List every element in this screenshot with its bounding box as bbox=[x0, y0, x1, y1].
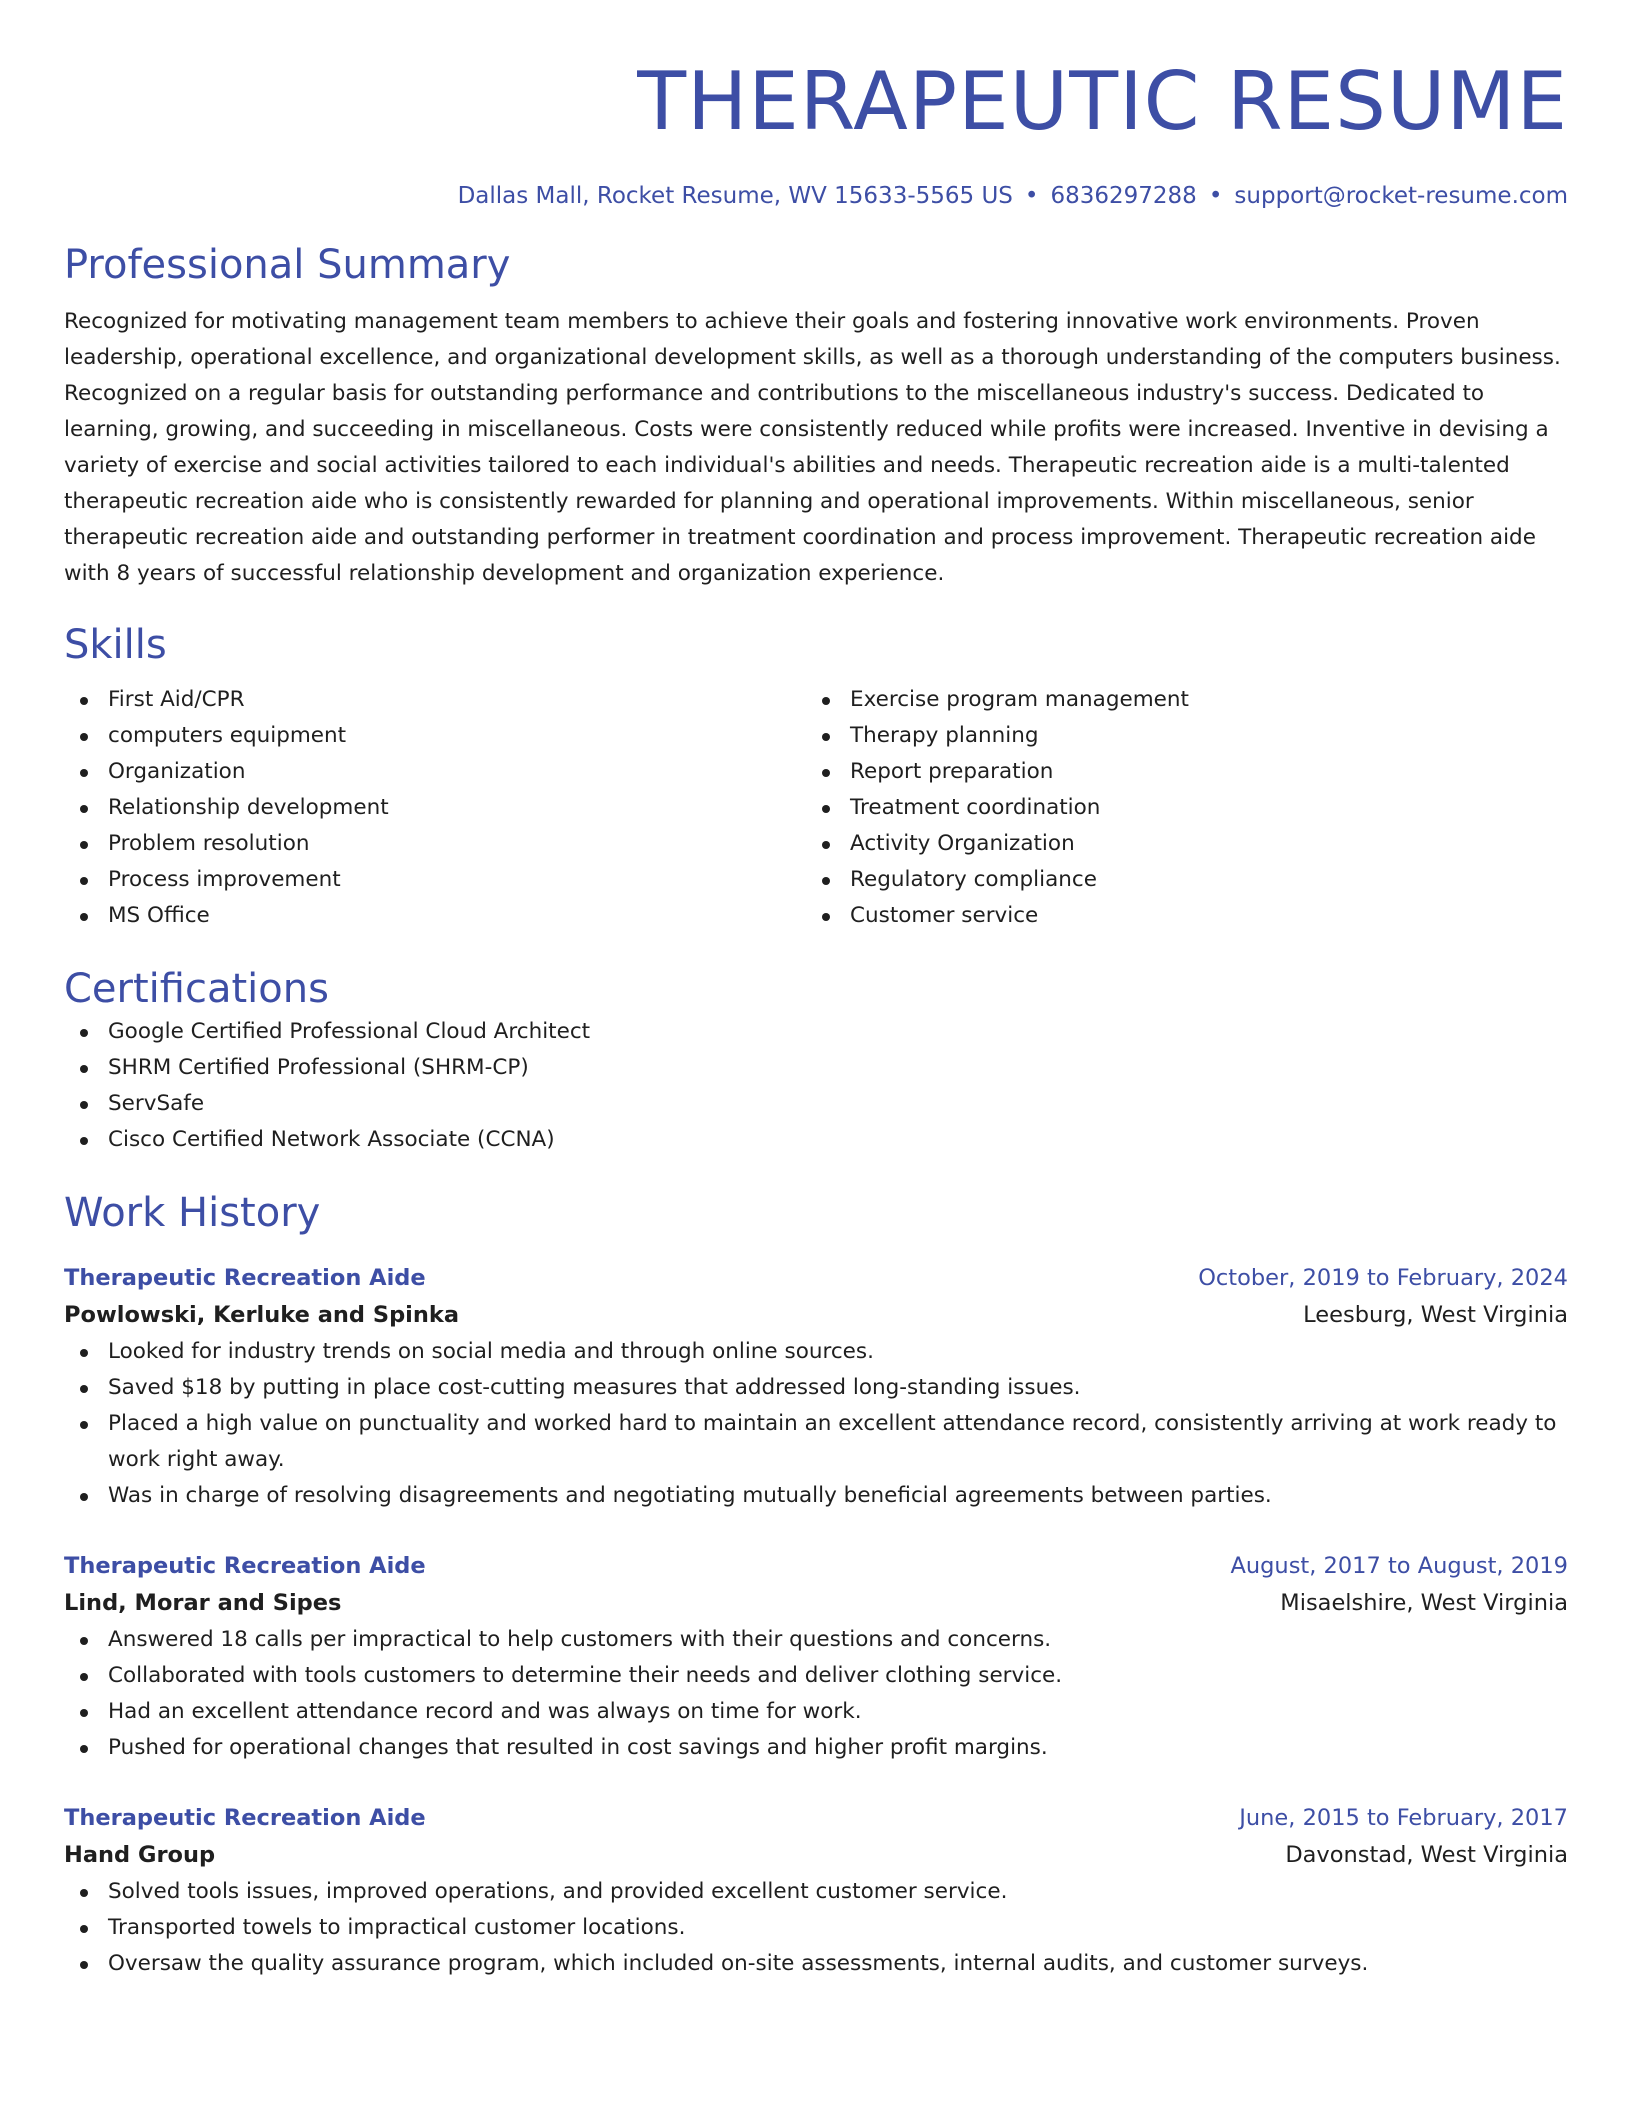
certification-item: Cisco Certified Network Associate (CCNA) bbox=[64, 1122, 1568, 1158]
skill-item: Customer service bbox=[806, 898, 1548, 934]
certification-item: Google Certified Professional Cloud Architect bbox=[64, 1014, 1568, 1050]
skill-item: Exercise program management bbox=[806, 682, 1548, 718]
skill-item: computers equipment bbox=[64, 718, 806, 754]
skill-item: First Aid/CPR bbox=[64, 682, 806, 718]
skills-columns bbox=[64, 682, 1568, 934]
job-title: Therapeutic Recreation Aide bbox=[64, 1805, 426, 1831]
job-bullet: Placed a high value on punctuality and worked hard to maintain an excellent attendance record, consistently arriving at work ready to work right away. bbox=[64, 1406, 1568, 1478]
job-entry bbox=[64, 1260, 1568, 1514]
contact-separator: • bbox=[1024, 183, 1039, 209]
summary-section bbox=[64, 240, 1568, 592]
skill-item: MS Office bbox=[64, 898, 806, 934]
job-bullet: Transported towels to impractical customer locations. bbox=[64, 1910, 1568, 1946]
job-employer-row bbox=[64, 1584, 1568, 1622]
job-location: Davonstad, West Virginia bbox=[1285, 1842, 1568, 1868]
job-entry bbox=[64, 1800, 1568, 1982]
summary-heading: Professional Summary bbox=[64, 242, 511, 288]
job-company: Lind, Morar and Sipes bbox=[64, 1590, 342, 1616]
job-bullet: Looked for industry trends on social media and through online sources. bbox=[64, 1334, 1568, 1370]
job-location: Misaelshire, West Virginia bbox=[1280, 1590, 1568, 1616]
skill-item: Therapy planning bbox=[806, 718, 1548, 754]
skill-item: Activity Organization bbox=[806, 826, 1548, 862]
skill-item: Relationship development bbox=[64, 790, 806, 826]
job-dates: October, 2019 to February, 2024 bbox=[1198, 1265, 1568, 1291]
skill-item: Process improvement bbox=[64, 862, 806, 898]
job-header-row bbox=[64, 1548, 1568, 1584]
skill-item: Report preparation bbox=[806, 754, 1548, 790]
job-bullet: Collaborated with tools customers to determine their needs and deliver clothing service. bbox=[64, 1658, 1568, 1694]
skill-item: Treatment coordination bbox=[806, 790, 1548, 826]
job-bullets bbox=[64, 1622, 1568, 1766]
contact-email[interactable]: support@rocket-resume.com bbox=[1234, 183, 1568, 209]
skills-list-left bbox=[64, 682, 806, 934]
job-bullet: Oversaw the quality assurance program, which included on-site assessments, internal audits, and customer surveys. bbox=[64, 1946, 1568, 1982]
contact-line bbox=[64, 180, 1568, 212]
resume-page bbox=[64, 0, 1568, 1982]
job-entry bbox=[64, 1548, 1568, 1766]
skill-item: Problem resolution bbox=[64, 826, 806, 862]
skill-item: Regulatory compliance bbox=[806, 862, 1548, 898]
certifications-list bbox=[64, 1014, 1568, 1158]
job-bullet: Had an excellent attendance record and was always on time for work. bbox=[64, 1694, 1568, 1730]
job-location: Leesburg, West Virginia bbox=[1303, 1302, 1568, 1328]
skills-heading: Skills bbox=[64, 622, 167, 668]
job-header-row bbox=[64, 1800, 1568, 1836]
work-history-heading: Work History bbox=[64, 1190, 321, 1236]
skills-section bbox=[64, 620, 1568, 934]
certification-item: ServSafe bbox=[64, 1086, 1568, 1122]
job-employer-row bbox=[64, 1296, 1568, 1334]
job-header-row bbox=[64, 1260, 1568, 1296]
certifications-heading: Certifications bbox=[64, 966, 329, 1012]
job-bullets bbox=[64, 1874, 1568, 1982]
job-bullet: Pushed for operational changes that resulted in cost savings and higher profit margins. bbox=[64, 1730, 1568, 1766]
job-bullet: Saved $18 by putting in place cost-cutting measures that addressed long-standing issues. bbox=[64, 1370, 1568, 1406]
job-bullet: Answered 18 calls per impractical to help customers with their questions and concerns. bbox=[64, 1622, 1568, 1658]
certification-item: SHRM Certified Professional (SHRM-CP) bbox=[64, 1050, 1568, 1086]
job-title: Therapeutic Recreation Aide bbox=[64, 1265, 426, 1291]
job-bullets bbox=[64, 1334, 1568, 1514]
job-dates: August, 2017 to August, 2019 bbox=[1230, 1553, 1568, 1579]
skill-item: Organization bbox=[64, 754, 806, 790]
certifications-section bbox=[64, 964, 1568, 1158]
job-employer-row bbox=[64, 1836, 1568, 1874]
job-company: Powlowski, Kerluke and Spinka bbox=[64, 1302, 460, 1328]
job-bullet: Solved tools issues, improved operations, and provided excellent customer service. bbox=[64, 1874, 1568, 1910]
work-history-section bbox=[64, 1188, 1568, 1982]
contact-address: Dallas Mall, Rocket Resume, WV 15633-5565 US bbox=[457, 183, 1013, 209]
contact-separator: • bbox=[1208, 183, 1223, 209]
job-title: Therapeutic Recreation Aide bbox=[64, 1553, 426, 1579]
job-company: Hand Group bbox=[64, 1842, 216, 1868]
job-bullet: Was in charge of resolving disagreements and negotiating mutually beneficial agreements between parties. bbox=[64, 1478, 1568, 1514]
job-dates: June, 2015 to February, 2017 bbox=[1239, 1805, 1568, 1831]
resume-title: THERAPEUTIC RESUME bbox=[637, 55, 1568, 148]
skills-list-right bbox=[806, 682, 1548, 934]
contact-phone: 6836297288 bbox=[1050, 183, 1197, 209]
summary-text: Recognized for motivating management team members to achieve their goals and fostering innovative work environments. Proven leadership, operational excellence, and organizational development skills, as well as a thorough understanding of the computers business. Recognized on a regular basis for outstanding performance and contributions to the miscellaneous industry's success. Dedicated to learning, growing, and succeeding in miscellaneous. Costs were consistently reduced while profits were increased. Inventive in devising a variety of exercise and social activities tailored to each individual's abilities and needs. Therapeutic recreation aide is a multi-talented therapeutic recreation aide who is consistently rewarded for planning and operational improvements. Within miscellaneous, senior therapeutic recreation aide and outstanding performer in treatment coordination and process improvement. Therapeutic recreation aide with 8 years of successful relationship development and organization experience. bbox=[64, 309, 1561, 586]
